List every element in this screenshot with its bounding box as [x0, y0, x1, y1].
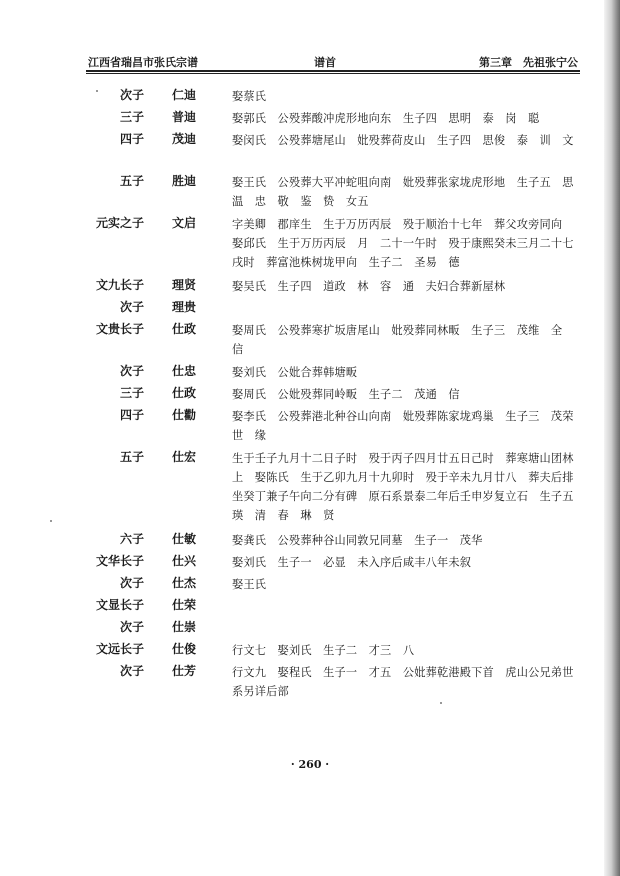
entry-details: 娶李氏 公殁葬港北种谷山向南 妣殁葬陈家垅鸡巢 生子三 茂荣 世 缘: [232, 410, 586, 442]
entry-details: 娶刘氏 公妣合葬韩塘畈: [232, 366, 358, 379]
entry-name: 茂迪: [172, 132, 197, 146]
entry-name: 胜迪: [172, 174, 197, 188]
entry-name: 理贵: [172, 300, 197, 314]
entry-details: 字美卿 郡庠生 生于万历丙辰 殁于顺治十七年 葬父攻旁同向 娶邱氏 生于万历丙辰 月 二十一午时 殁于康熙癸未三月二十七戌时 葬富池株树垅甲向 生子二 圣易 德: [232, 218, 574, 269]
entry-details: 娶王氏 公殁葬大平冲蛇咀向南 妣殁葬张家垅虎形地 生子五 思温 忠 敬 鉴 贽 女五: [232, 176, 574, 208]
entry-details: 娶龚氏 公殁葬种谷山同敦兄同墓 生子一 茂华: [232, 534, 483, 547]
entry-name: 仕宏: [172, 450, 197, 464]
entry-details: 生于壬子九月十二日子时 殁于丙子四月廿五日己时 葬寒塘山团林上 娶陈氏 生于乙卯九月十九卯时 殁于辛未九月廿八 葬夫后排 坐癸丁兼子午向二分有碑 原石系景泰二年后壬申岁复立石 生子五 瑛 清 春 琳 贤: [232, 452, 586, 522]
entry-name: 仕敏: [172, 532, 197, 546]
entry-name: 仕政: [172, 386, 197, 400]
entry-relation: 四子: [119, 408, 144, 422]
entry-details: 娶周氏 公妣殁葬同岭畈 生子二 茂通 信: [232, 388, 460, 401]
entry-name: 仁迪: [172, 88, 197, 102]
scan-speck: [440, 702, 442, 704]
entry-name: 仕杰: [172, 576, 197, 590]
entry-name: 仕芳: [172, 664, 197, 678]
entry-name: 仕崇: [172, 620, 197, 634]
entry-name: 仕勸: [172, 408, 197, 422]
entry-relation: 元实之子: [95, 216, 144, 230]
header-section-title: 谱首: [314, 56, 336, 69]
entry-name: 理贤: [172, 278, 197, 292]
entry-relation: 文华长子: [95, 554, 144, 568]
page-number: · 260 ·: [290, 758, 330, 771]
entry-name: 仕忠: [172, 364, 197, 378]
entry-details: 娶蔡氏: [232, 90, 267, 103]
entry-details: 娶郭氏 公殁葬酸冲虎形地向东 生子四 思明 泰 岗 聪: [232, 112, 540, 125]
entry-details: 娶周氏 公殁葬寒扩坂唐尾山 妣殁葬同林畈 生子三 茂维 全 信: [232, 324, 574, 356]
header-divider: [86, 70, 580, 74]
entry-relation: 次子: [119, 576, 144, 590]
entry-details: 行文七 娶刘氏 生子二 才三 八: [232, 644, 415, 657]
entry-relation: 三子: [119, 110, 144, 124]
entry-relation: 次子: [119, 664, 144, 678]
entry-name: 仕荣: [172, 598, 197, 612]
book-spine-shadow: [604, 0, 620, 876]
entry-relation: 次子: [119, 364, 144, 378]
page-header: [88, 52, 578, 70]
entry-name: 文启: [172, 216, 197, 230]
entry-name: 仕政: [172, 322, 197, 336]
entry-relation: 文远长子: [95, 642, 144, 656]
entry-relation: 文贵长子: [95, 322, 144, 336]
entry-name: 仕俊: [172, 642, 197, 656]
header-genealogy-title: 江西省瑞昌市张氏宗谱: [88, 56, 198, 69]
scan-speck: [96, 90, 98, 92]
entry-relation: 次子: [119, 88, 144, 102]
entry-details: 娶闵氏 公殁葬塘尾山 妣殁葬荷皮山 生子四 思俊 泰 训 文: [232, 134, 574, 147]
entry-details: 行文九 娶程氏 生子一 才五 公妣葬乾港殿下首 虎山公兄弟世系另详后部: [232, 666, 574, 698]
entry-relation: 次子: [119, 300, 144, 314]
entry-details: 娶刘氏 生子一 必显 未入序后咸丰八年未叙: [232, 556, 472, 569]
header-chapter-title: 第三章 先祖张宁公: [479, 56, 578, 69]
entry-relation: 四子: [119, 132, 144, 146]
entry-relation: 三子: [119, 386, 144, 400]
entry-relation: 五子: [119, 450, 144, 464]
entry-name: 仕兴: [172, 554, 197, 568]
entry-relation: 文九长子: [95, 278, 144, 292]
entry-details: 娶王氏: [232, 578, 267, 591]
entry-relation: 五子: [119, 174, 144, 188]
entry-relation: 次子: [119, 620, 144, 634]
scan-speck: [50, 520, 52, 522]
entry-relation: 文显长子: [95, 598, 144, 612]
entry-name: 普迪: [172, 110, 197, 124]
entry-details: 娶吴氏 生子四 道政 林 容 通 夫妇合葬新屋林: [232, 280, 506, 293]
entry-relation: 六子: [119, 532, 144, 546]
